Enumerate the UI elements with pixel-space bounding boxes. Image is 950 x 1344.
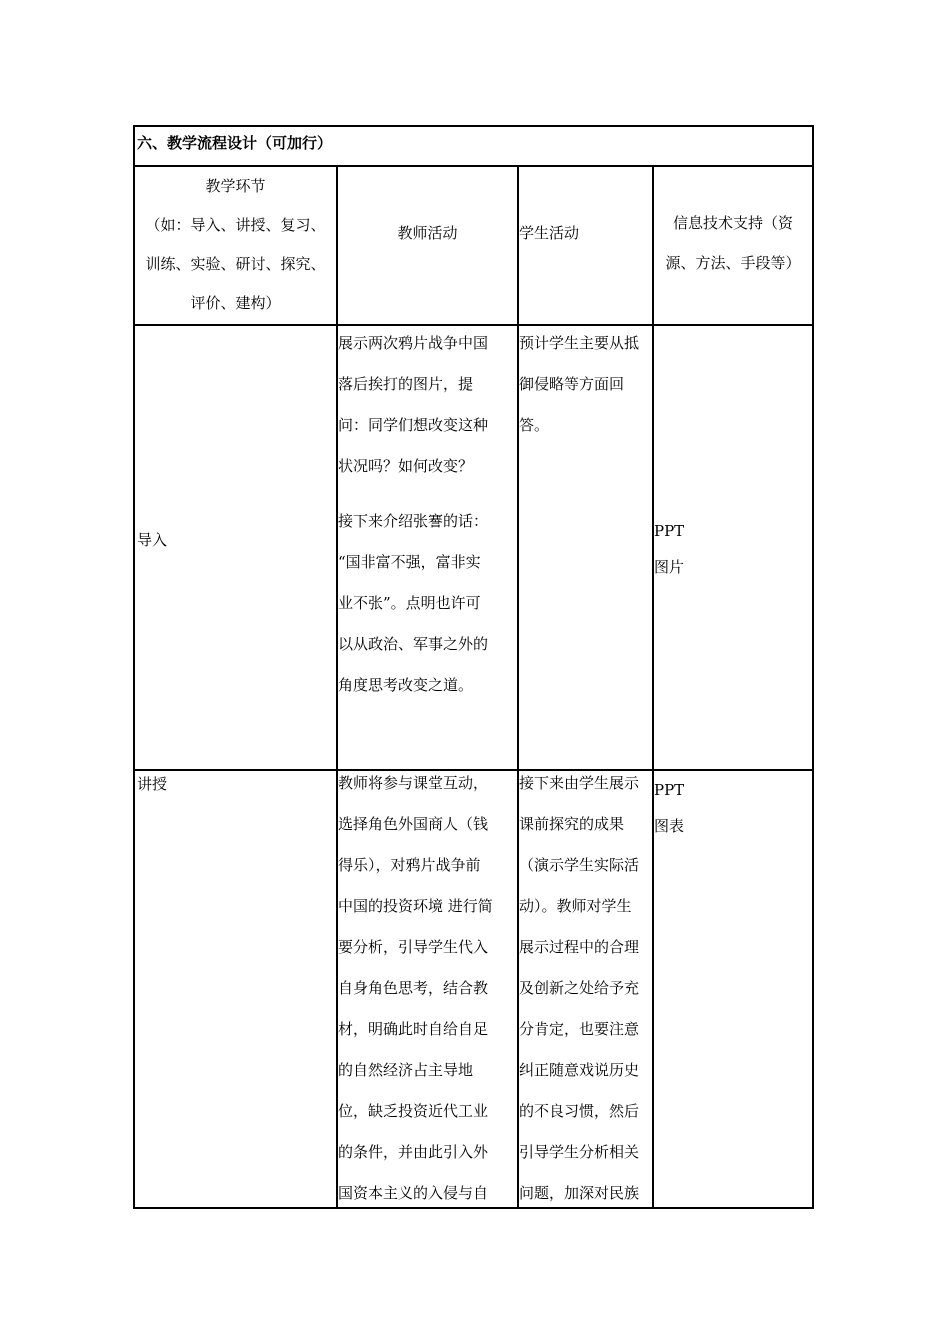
teacher-line: “国非富不强，富非实 bbox=[338, 553, 481, 571]
teacher-line: 要分析，引导学生代入 bbox=[338, 938, 489, 956]
row-2-stage bbox=[137, 772, 335, 796]
teacher-line: 落后挨打的图片，提 bbox=[338, 375, 474, 393]
paragraph-gap bbox=[338, 487, 517, 501]
teacher-line: 位，缺乏投资近代工业 bbox=[338, 1102, 489, 1120]
header-stage-line: 评价、建构） bbox=[190, 294, 281, 312]
row-1-stage bbox=[137, 528, 335, 552]
header-student bbox=[519, 221, 652, 245]
header-teacher bbox=[338, 221, 517, 245]
teacher-line: 展示两次鸦片战争中国 bbox=[338, 334, 489, 352]
teaching-flow-table bbox=[133, 125, 814, 1209]
teacher-line: 接下来介绍张謇的话： bbox=[338, 512, 489, 530]
tech-line: PPT bbox=[654, 781, 685, 799]
row-1-tech bbox=[654, 513, 810, 585]
teacher-line: 的条件，并由此引入外 bbox=[338, 1143, 489, 1161]
teacher-line: 的自然经济占主导地 bbox=[338, 1061, 474, 1079]
teacher-line: 问：同学们想改变这种 bbox=[338, 416, 489, 434]
header-tech bbox=[654, 203, 812, 283]
row-2-stage-label: 讲授 bbox=[137, 775, 168, 793]
row-1-teacher bbox=[338, 323, 517, 706]
row-2-tech bbox=[654, 772, 810, 844]
student-line: 展示过程中的合理 bbox=[519, 938, 640, 956]
teacher-line: 选择角色外国商人（钱 bbox=[338, 815, 489, 833]
row-1-stage-label: 导入 bbox=[137, 531, 168, 549]
student-line: 的不良习惯，然后 bbox=[519, 1102, 640, 1120]
header-student-label: 学生活动 bbox=[519, 224, 580, 242]
student-line: 接下来由学生展示 bbox=[519, 774, 640, 792]
student-line: 及创新之处给予充 bbox=[519, 979, 640, 997]
student-line: 引导学生分析相关 bbox=[519, 1143, 640, 1161]
student-line: 纠正随意戏说历史 bbox=[519, 1061, 640, 1079]
student-line: 答。 bbox=[519, 416, 550, 434]
header-teacher-label: 教师活动 bbox=[397, 224, 458, 242]
tech-line: PPT bbox=[654, 522, 685, 540]
header-stage-line: 教学环节 bbox=[205, 177, 266, 195]
student-line: 课前探究的成果 bbox=[519, 815, 625, 833]
teacher-line: 业不张”。点明也许可 bbox=[338, 594, 481, 612]
header-stage bbox=[135, 167, 336, 324]
teacher-line: 以从政治、军事之外的 bbox=[338, 635, 489, 653]
row-1-student bbox=[519, 323, 652, 446]
teacher-line: 中国的投资环境 进行简 bbox=[338, 897, 493, 915]
section-title: 六、教学流程设计（可加行） bbox=[137, 134, 333, 152]
student-line: 御侵略等方面回 bbox=[519, 375, 625, 393]
student-line: 问题，加深对民族 bbox=[519, 1184, 640, 1202]
teacher-line: 教师将参与课堂互动， bbox=[338, 774, 489, 792]
teacher-line: 状况吗？如何改变？ bbox=[338, 457, 474, 475]
student-line: 动）。教师对学生 bbox=[519, 897, 632, 915]
teacher-line: 材，明确此时自给自足 bbox=[338, 1020, 489, 1038]
teacher-line: 得乐），对鸦片战争前 bbox=[338, 856, 481, 874]
teacher-line: 自身角色思考，结合教 bbox=[338, 979, 489, 997]
header-stage-line: 训练、实验、研讨、探究、 bbox=[145, 255, 326, 273]
row-2-student bbox=[519, 763, 652, 1214]
header-stage-line: （如：导入、讲授、复习、 bbox=[145, 216, 326, 234]
teacher-line: 国资本主义的入侵与自 bbox=[338, 1184, 489, 1202]
student-line: 预计学生主要从抵 bbox=[519, 334, 640, 352]
student-line: （演示学生实际活 bbox=[519, 856, 640, 874]
tech-line: 图表 bbox=[654, 817, 685, 835]
student-line: 分肯定，也要注意 bbox=[519, 1020, 640, 1038]
header-tech-line: 源、方法、手段等） bbox=[665, 254, 801, 272]
row-2-teacher bbox=[338, 763, 517, 1214]
teacher-line: 角度思考改变之道。 bbox=[338, 676, 474, 694]
col-divider-3 bbox=[652, 165, 654, 1209]
header-tech-line: 信息技术支持（资 bbox=[672, 214, 793, 232]
tech-line: 图片 bbox=[654, 558, 685, 576]
